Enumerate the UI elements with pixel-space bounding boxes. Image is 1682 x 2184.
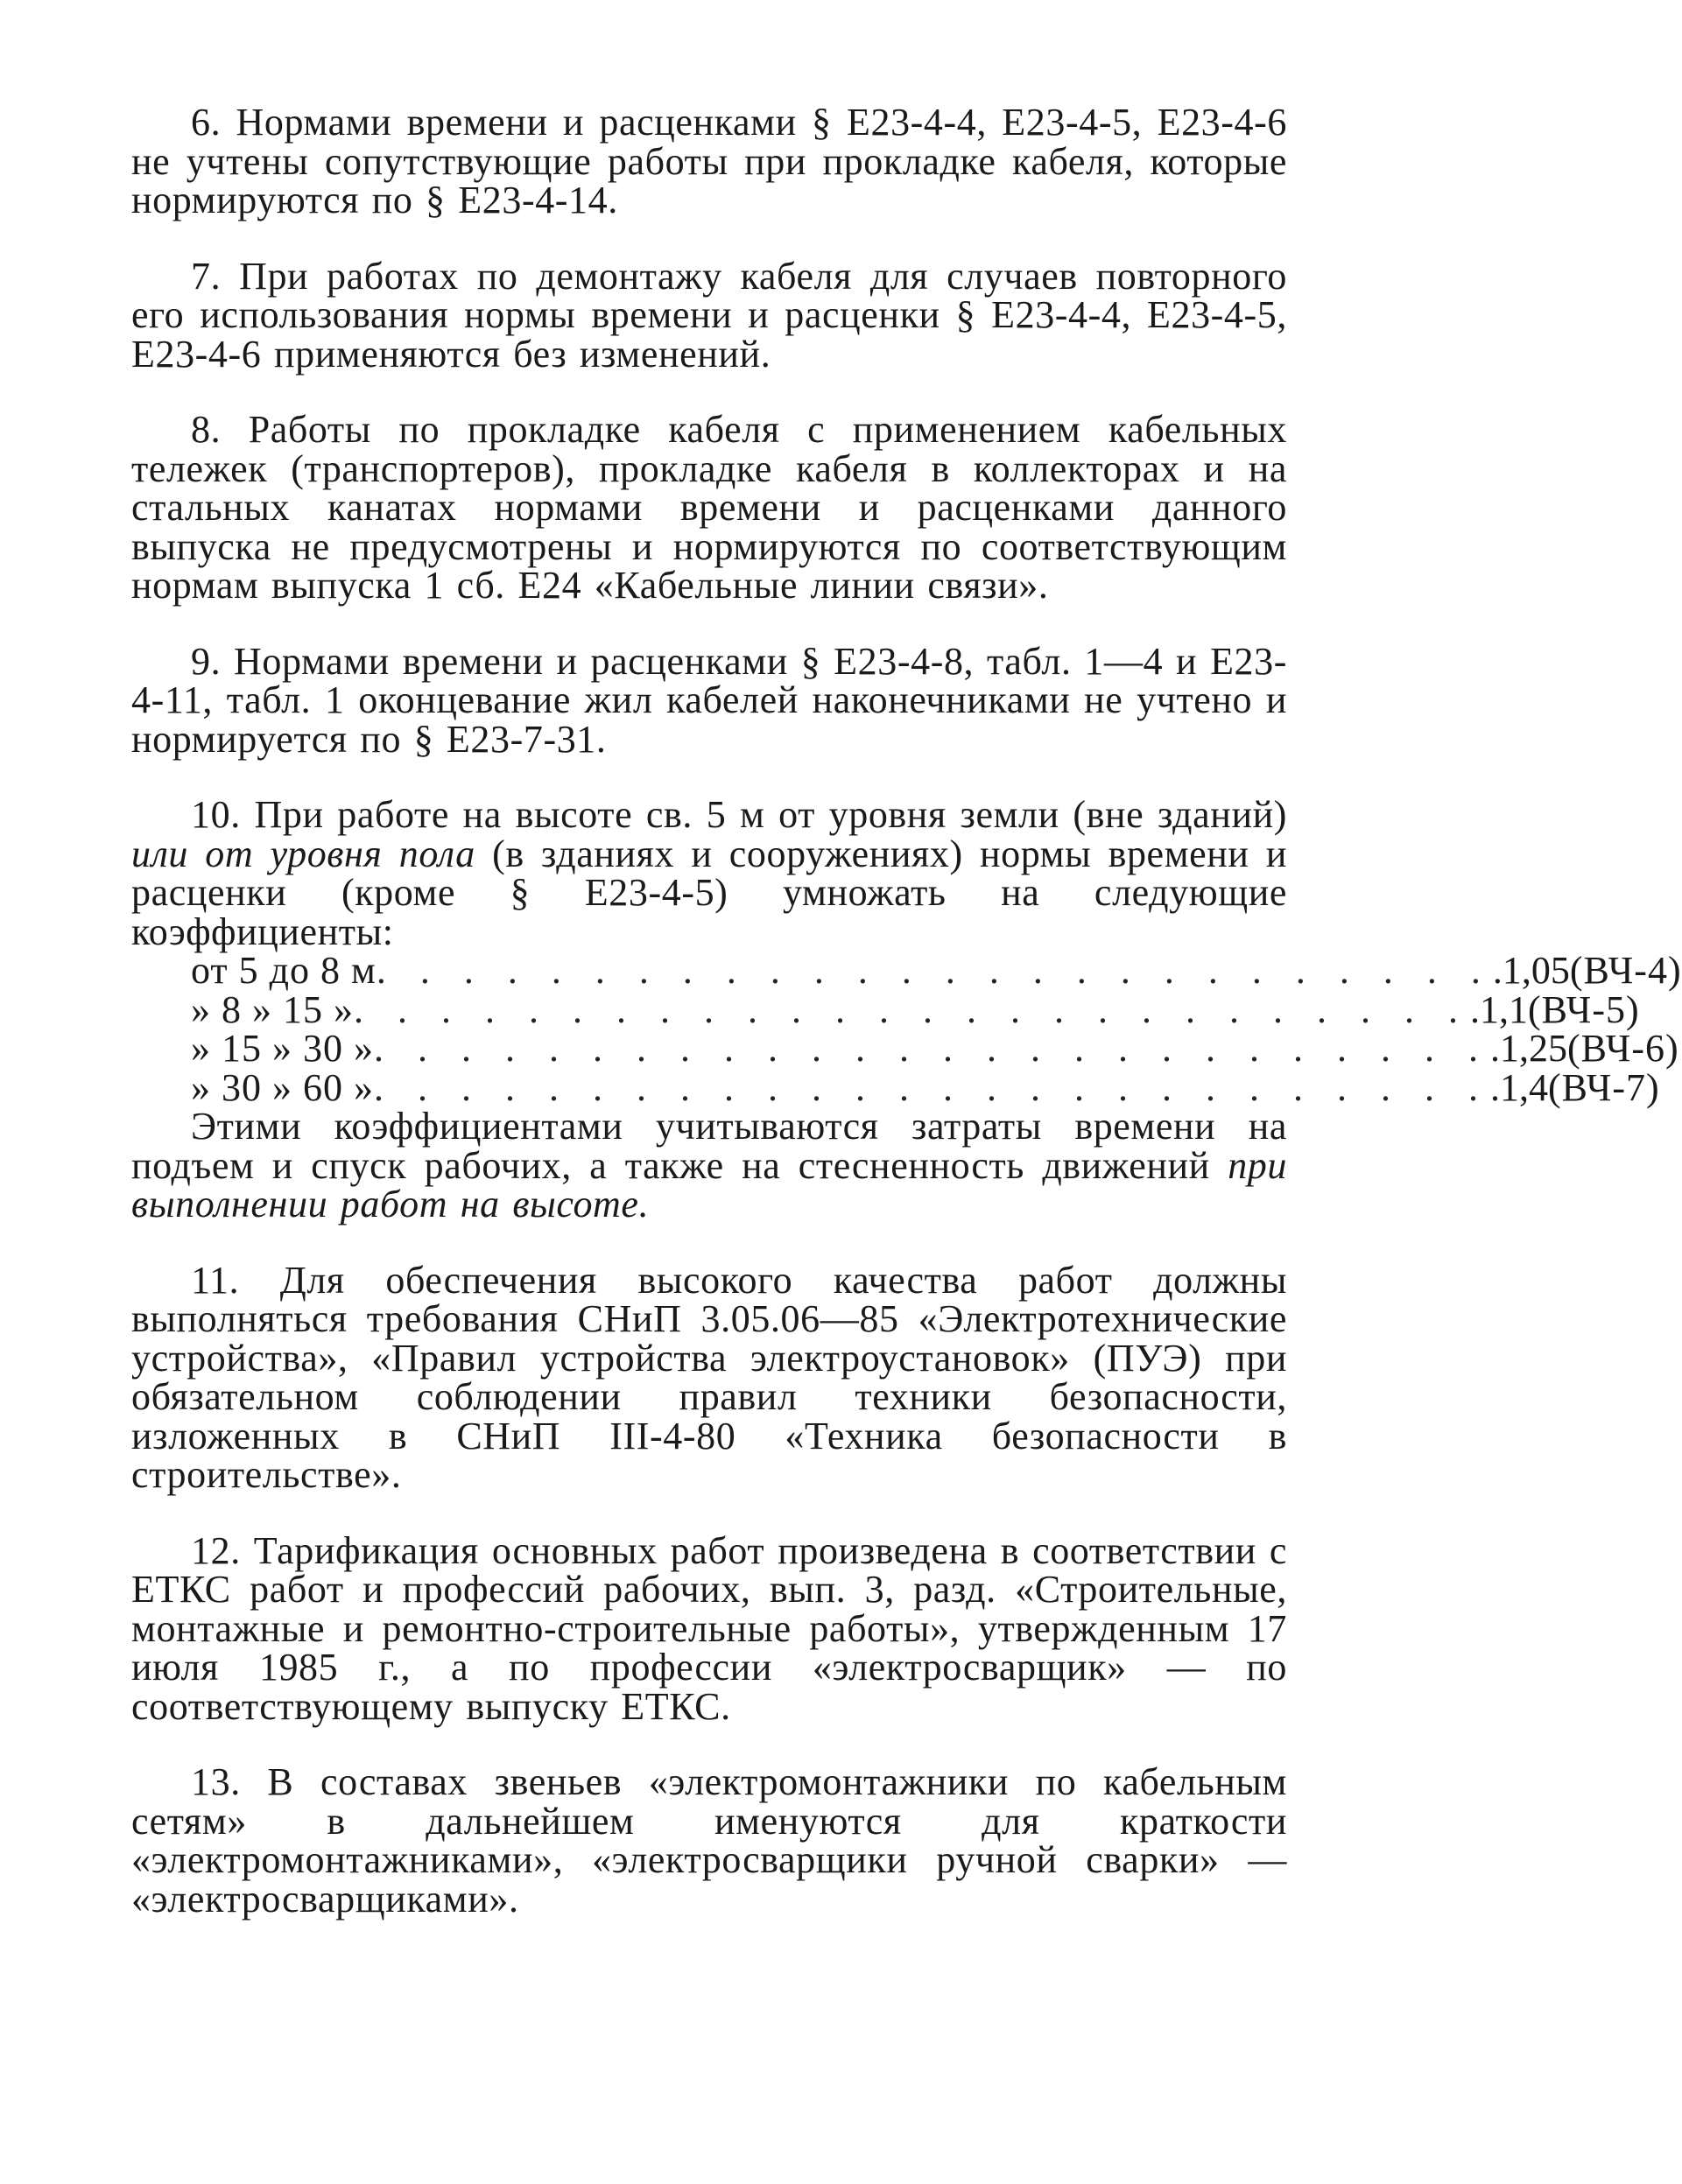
coefficient-code: (ВЧ-6) — [1567, 1027, 1679, 1070]
coefficient-value: .1,05 — [1492, 949, 1570, 992]
coefficient-range: » 30 » 60 » — [191, 1065, 374, 1109]
coefficient-code: (ВЧ-4) — [1569, 949, 1682, 992]
coefficient-range: » 15 » 30 » — [191, 1027, 374, 1070]
paragraph-11-text: 11. Для обеспечения высокого качества работ должны выполняться требования СНиП 3.05.06—85 «Электротехнические устройства», «Правил устройства электроустановок» (ПУЭ) при обязательном соблюдении правил техники безопасности, изложенных в СНиП III-4-80 «Техника безопасности в строительстве». — [131, 1258, 1287, 1496]
dot-leader: . . . . . . . . . . . . . . . . . . . . . . . . . . — [374, 1065, 1490, 1109]
paragraph-10-intro-start: 10. При работе на высоте св. 5 м от уровня земли (вне зданий) — [191, 793, 1287, 836]
dot-leader: . . . . . . . . . . . . . . . . . . . . . . . . . . — [354, 987, 1470, 1031]
paragraph-9 — [131, 639, 1287, 761]
paragraph-7-text: 7. При работах по демонтажу кабеля для случаев повторного его использования нормы времени и расценки § Е23-4-4, Е23-4-5, Е23-4-6 применяются без изменений. — [131, 254, 1287, 376]
coefficient-row — [131, 987, 1640, 1031]
paragraph-10-note-italic: при выполнении работ на высоте. — [131, 1143, 1287, 1225]
paragraph-9-text: 9. Нормами времени и расценками § Е23-4-8, табл. 1—4 и Е23-4-11, табл. 1 оконцевание жил кабелей наконечниками не учтено и нормируется по § Е23-7-31. — [131, 639, 1287, 761]
paragraph-10-note-text: Этими коэффициентами учитываются затраты времени на подъем и спуск рабочих, а также на стесненность движений — [131, 1105, 1287, 1187]
paragraph-13-text: 13. В составах звеньев «электромонтажники по кабельным сетям» в дальнейшем именуются для краткости «электромонтажниками», «электросварщики ручной сварки» — «электросварщиками». — [131, 1760, 1287, 1921]
paragraph-10-intro — [131, 793, 1287, 953]
coefficient-range: от 5 до 8 м — [191, 949, 377, 992]
paragraph-10-intro-italic: или от уровня пола — [131, 832, 475, 875]
coefficient-row — [131, 1027, 1679, 1070]
paragraph-13 — [131, 1760, 1287, 1921]
coefficient-row — [131, 1065, 1660, 1109]
paragraph-8 — [131, 408, 1287, 607]
coefficient-value: .1,25 — [1490, 1027, 1567, 1070]
paragraph-10 — [131, 793, 1682, 1225]
document-page — [131, 101, 1682, 1921]
coefficient-code: (ВЧ-5) — [1528, 987, 1640, 1031]
coefficient-table — [131, 949, 1682, 1109]
coefficient-code: (ВЧ-7) — [1548, 1065, 1660, 1109]
paragraph-6-text: 6. Нормами времени и расценками § Е23-4-4, Е23-4-5, Е23-4-6 не учтены сопутствующие работы при прокладке кабеля, которые нормируются по § Е23-4-14. — [131, 101, 1287, 221]
paragraph-6 — [131, 103, 1287, 221]
paragraph-8-text: 8. Работы по прокладке кабеля с применением кабельных тележек (транспортеров), прокладке кабеля в коллекторах и на стальных канатах нормами времени и расценками данного выпуска не предусмотрены и нормируются по соответствующим нормам выпуска 1 сб. Е24 «Кабельные линии связи». — [131, 408, 1287, 607]
dot-leader: . . . . . . . . . . . . . . . . . . . . . . . . . . — [376, 949, 1493, 992]
paragraph-10-intro-end: (в зданиях и сооружениях) нормы времени и расценки (кроме § Е23-4-5) умножать на следующие коэффициенты: — [131, 832, 1287, 953]
paragraph-7 — [131, 254, 1287, 376]
coefficient-range: » 8 » 15 » — [191, 987, 354, 1031]
coefficient-row — [131, 949, 1682, 992]
dot-leader: . . . . . . . . . . . . . . . . . . . . . . . . . . — [374, 1027, 1490, 1070]
paragraph-10-note — [131, 1107, 1287, 1225]
paragraph-12-text: 12. Тарификация основных работ произведена в соответствии с ЕТКС работ и профессий рабочих, вып. 3, разд. «Строительные, монтажные и ремонтно-строительные работы», утвержденным 17 июля 1985 г., а по профессии «электросварщик» — по соответствующему выпуску ЕТКС. — [131, 1528, 1287, 1728]
paragraph-12 — [131, 1528, 1287, 1728]
coefficient-value: .1,4 — [1490, 1065, 1548, 1109]
paragraph-11 — [131, 1258, 1287, 1496]
coefficient-value: .1,1 — [1470, 987, 1528, 1031]
